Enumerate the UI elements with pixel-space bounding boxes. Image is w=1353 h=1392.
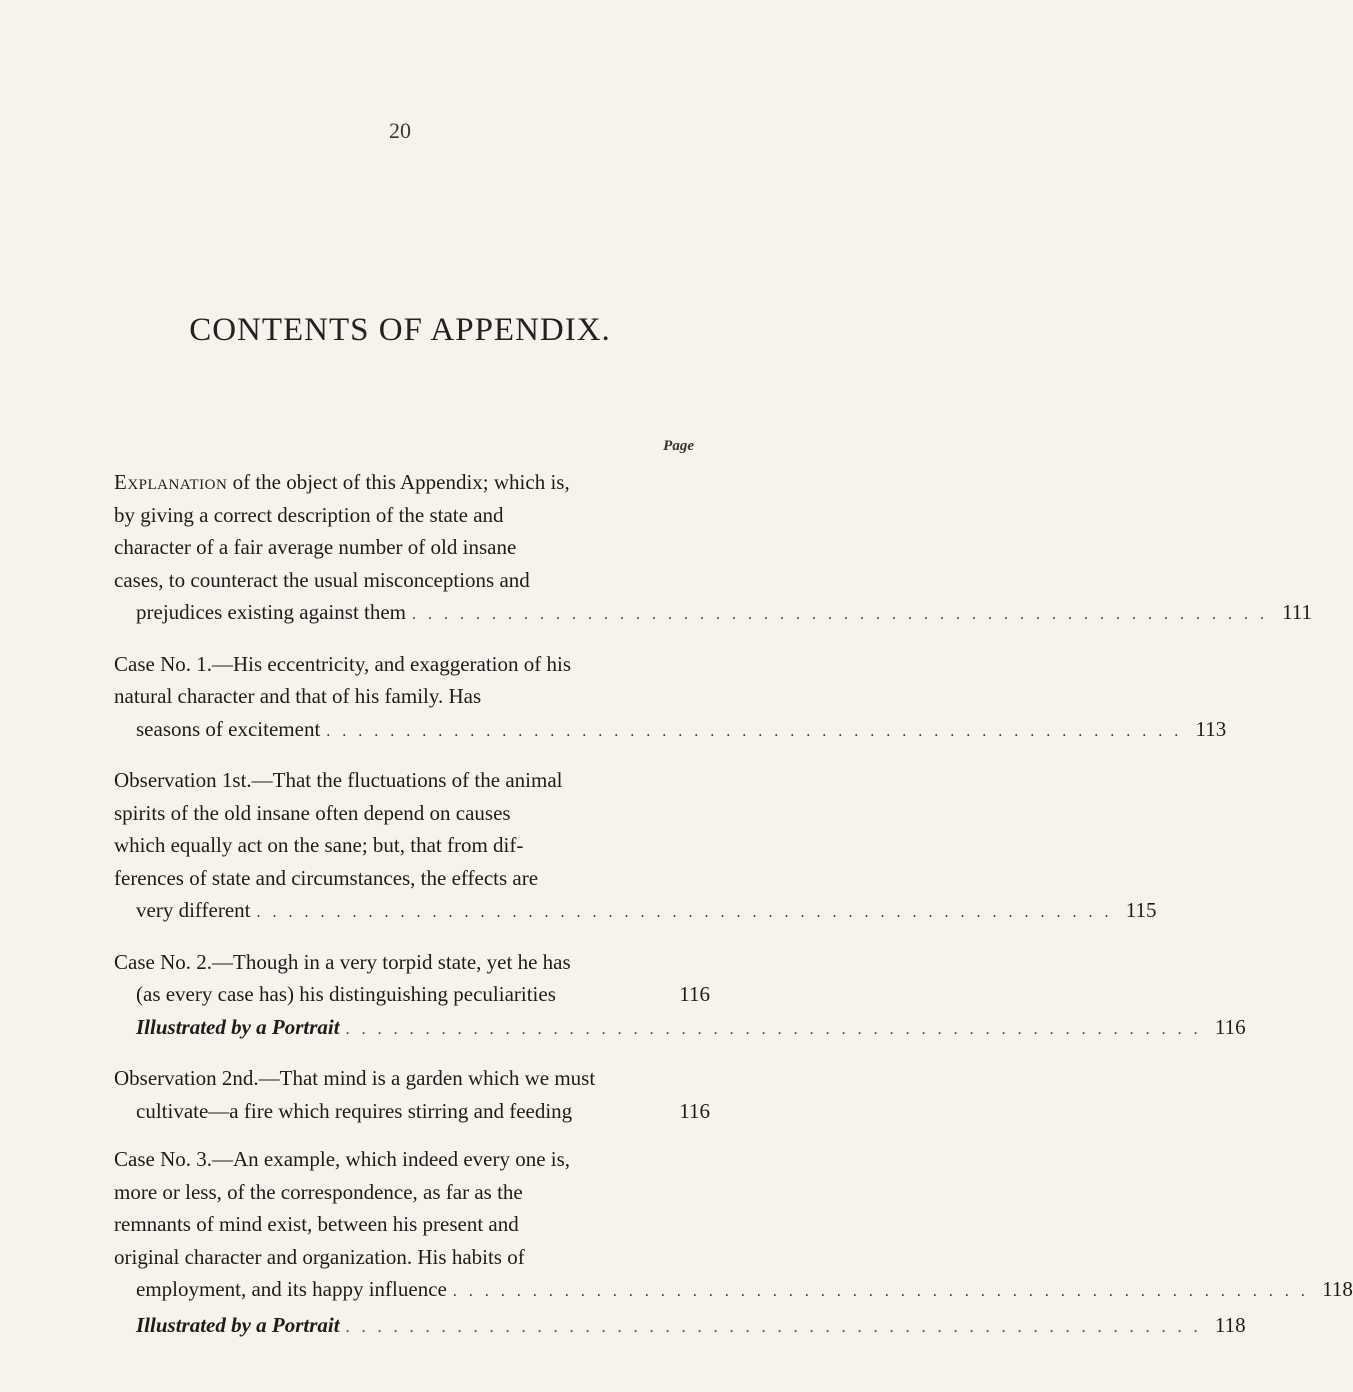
entry-line: character of a fair average number of old insane: [114, 535, 517, 559]
entry-line: ferences of state and circumstances, the effects are: [114, 865, 539, 890]
entry-page-number: 118: [1214, 1312, 1246, 1337]
entry-line: Observation 2nd.—That mind is a garden which we must: [114, 1066, 596, 1090]
entry-line: Observation 1st.—That the fluctuations of the animal: [114, 768, 563, 792]
entry-page-number: 116: [679, 1098, 710, 1123]
entry-line: by giving a correct description of the state and: [114, 502, 504, 527]
entry-line: more or less, of the correspondence, as far as the: [114, 1179, 523, 1204]
contents-entry-observation-1: [114, 764, 1157, 930]
page-column-label: Page: [663, 438, 694, 454]
entry-lead: Explanation: [114, 470, 228, 494]
entry-last-line: very different: [136, 898, 251, 922]
entry-line: Case No. 2.—Though in a very torpid state, yet he has: [114, 949, 571, 974]
entry-last-line: Illustrated by a Portrait: [136, 1312, 340, 1337]
contents-entry-case-2: [114, 946, 710, 1011]
dot-leader: . . . . . . . . . . . . . . . . . . . . . . . . . . . . . . . . . . . . . . . . . . . . . . . . . . . . . .: [345, 1020, 1202, 1038]
page-number: 20: [389, 118, 411, 143]
entry-page-number: 111: [1282, 600, 1313, 624]
entry-last-line: seasons of excitement: [136, 716, 321, 741]
entry-line: cases, to counteract the usual misconceptions and: [114, 567, 530, 592]
contents-entry-case-3: [114, 1143, 1353, 1309]
entry-last-line: employment, and its happy influence: [136, 1277, 447, 1301]
entry-page-number: 116: [679, 982, 710, 1006]
contents-entry-portrait-2: [114, 1309, 1246, 1345]
dot-leader: . . . . . . . . . . . . . . . . . . . . . . . . . . . . . . . . . . . . . . . . . . . . . . . . . . . . . .: [345, 1318, 1202, 1336]
entry-line: Case No. 1.—His eccentricity, and exaggeration of his: [114, 651, 571, 676]
entry-line: which equally act on the sane; but, that from dif-: [114, 833, 524, 857]
entry-line: spirits of the old insane often depend on causes: [114, 800, 511, 825]
entry-line: of the object of this Appendix; which is,: [232, 470, 570, 494]
entry-line: Case No. 3.—An example, which indeed every one is,: [114, 1147, 571, 1171]
dot-leader: . . . . . . . . . . . . . . . . . . . . . . . . . . . . . . . . . . . . . . . . . . . . . . . . . . . . . .: [412, 606, 1269, 623]
dot-leader: . . . . . . . . . . . . . . . . . . . . . . . . . . . . . . . . . . . . . . . . . . . . . . . . . . . . . .: [326, 722, 1183, 740]
contents-entry-observation-2: [114, 1062, 710, 1127]
entry-page-number: 118: [1322, 1277, 1353, 1301]
entry-page-number: 113: [1195, 716, 1227, 741]
contents-list: [114, 466, 1353, 1360]
entry-last-line: prejudices existing against them: [136, 600, 407, 624]
page-title: CONTENTS OF APPENDIX.: [189, 312, 611, 348]
entry-page-number: 115: [1125, 898, 1157, 922]
contents-entry-case-1: [114, 648, 1227, 749]
entry-line: remnants of mind exist, between his present and: [114, 1212, 519, 1236]
contents-entry-portrait-1: [114, 1011, 1246, 1047]
entry-line: original character and organization. His habits of: [114, 1244, 525, 1269]
dot-leader: . . . . . . . . . . . . . . . . . . . . . . . . . . . . . . . . . . . . . . . . . . . . . . . . . . . . . .: [256, 904, 1113, 921]
entry-line: natural character and that of his family. Has: [114, 684, 482, 708]
entry-page-number: 116: [1214, 1014, 1246, 1039]
dot-leader: . . . . . . . . . . . . . . . . . . . . . . . . . . . . . . . . . . . . . . . . . . . . . . . . . . . . . .: [452, 1283, 1309, 1300]
entry-last-line: cultivate—a fire which requires stirring and feeding: [136, 1098, 573, 1123]
entry-last-line: (as every case has) his distinguishing peculiarities: [136, 982, 556, 1006]
entry-last-line: Illustrated by a Portrait: [136, 1014, 340, 1039]
contents-entry-explanation: [114, 466, 1313, 632]
